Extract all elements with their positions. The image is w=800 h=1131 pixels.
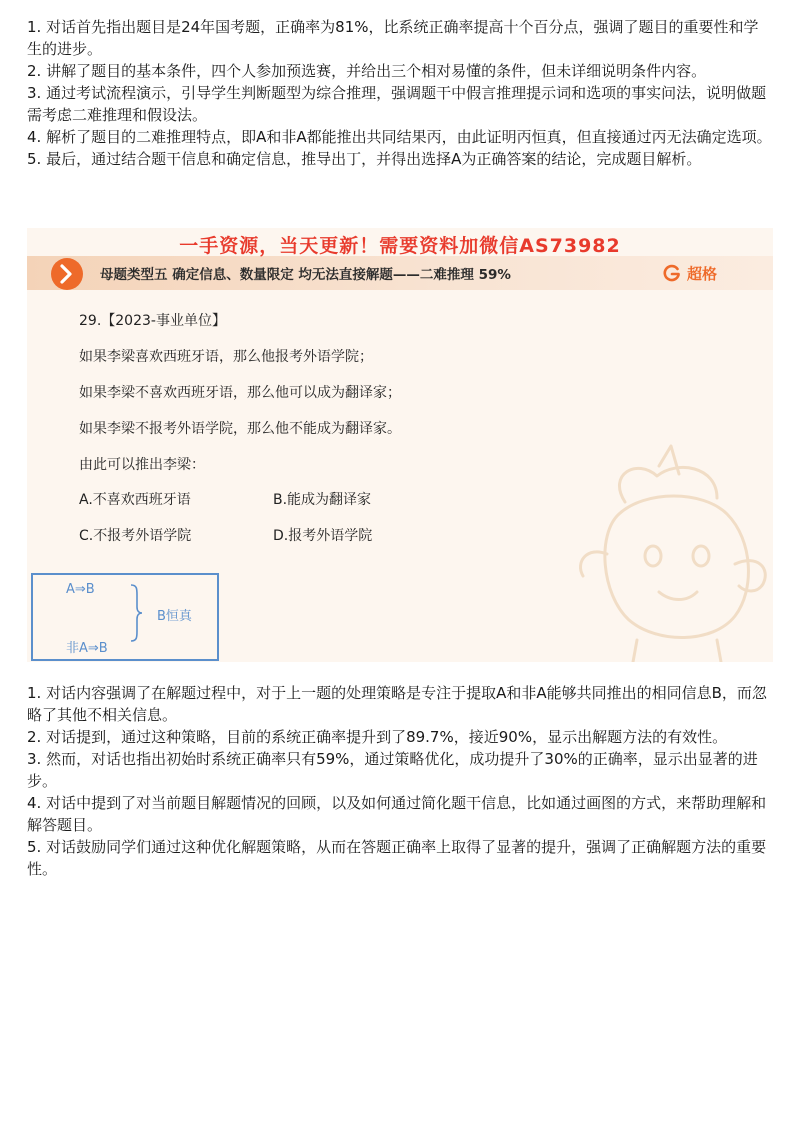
brand-name: 超格 (687, 264, 718, 283)
premise-line: 如果李梁喜欢西班牙语，那么他报考外语学院； (79, 349, 373, 365)
summary-bottom-item: 2. 对话提到，通过这种策略，目前的系统正确率提升到了89.7%，接近90%，显示出解题方法的有效性。 (27, 728, 728, 746)
summary-bottom-item: 1. 对话内容强调了在解题过程中，对于上一题的处理策略是专注于提取A和非A能够共同推出的相同信息B，而忽略了其他不相关信息。 (27, 684, 767, 724)
option-c: C.不报考外语学院 (79, 528, 192, 544)
brace-icon (129, 583, 143, 643)
watermark-text: 一手资源，当天更新！需要资料加微信AS73982 (179, 235, 621, 257)
diagram-premise-a: A⇒B (66, 582, 95, 597)
option-b: B.能成为翻译家 (273, 492, 372, 508)
lecture-slide (27, 228, 773, 662)
reasoning-diagram (31, 573, 219, 661)
summary-top-item: 1. 对话首先指出题目是24年国考题，正确率为81%，比系统正确率提高十个百分点，强调了题目的重要性和学生的进步。 (27, 18, 759, 58)
option-d: D.报考外语学院 (273, 528, 373, 544)
chevron-right-icon (51, 258, 83, 290)
brand (663, 262, 717, 284)
option-a: A.不喜欢西班牙语 (79, 492, 191, 508)
summary-top-item: 3. 通过考试流程演示，引导学生判断题型为综合推理，强调题干中假言推理提示词和选项的事实问法，说明做题需考虑二难推理和假设法。 (27, 84, 767, 124)
summary-top (27, 16, 773, 170)
summary-bottom-item: 5. 对话鼓励同学们通过这种优化解题策略，从而在答题正确率上取得了显著的提升，强调了正确解题方法的重要性。 (27, 838, 767, 878)
mascot-illustration (567, 444, 773, 662)
question-number: 29.【2023-事业单位】 (79, 313, 226, 329)
premise-line: 如果李梁不报考外语学院，那么他不能成为翻译家。 (79, 421, 401, 437)
diagram-conclusion: B恒真 (157, 609, 192, 624)
diagram-premise-not-a: 非A⇒B (66, 641, 108, 656)
summary-bottom-item: 4. 对话中提到了对当前题目解题情况的回顾，以及如何通过简化题干信息，比如通过画图的方式，来帮助理解和解答题目。 (27, 794, 767, 834)
summary-top-item: 5. 最后，通过结合题干信息和确定信息，推导出丁，并得出选择A为正确答案的结论，完成题目解析。 (27, 150, 702, 168)
summary-bottom (27, 682, 773, 880)
question-prompt: 由此可以推出李梁： (79, 457, 205, 473)
premise-line: 如果李梁不喜欢西班牙语，那么他可以成为翻译家； (79, 385, 401, 401)
banner-title: 母题类型五 确定信息、数量限定 均无法直接解题——二难推理 59% (100, 267, 511, 283)
summary-top-item: 2. 讲解了题目的基本条件，四个人参加预选赛，并给出三个相对易懂的条件，但未详细说明条件内容。 (27, 62, 707, 80)
summary-top-item: 4. 解析了题目的二难推理特点，即A和非A都能推出共同结果丙，由此证明丙恒真，但直接通过丙无法确定选项。 (27, 128, 772, 146)
brand-logo-icon (663, 264, 681, 282)
summary-bottom-item: 3. 然而，对话也指出初始时系统正确率只有59%，通过策略优化，成功提升了30%的正确率，显示出显著的进步。 (27, 750, 758, 790)
